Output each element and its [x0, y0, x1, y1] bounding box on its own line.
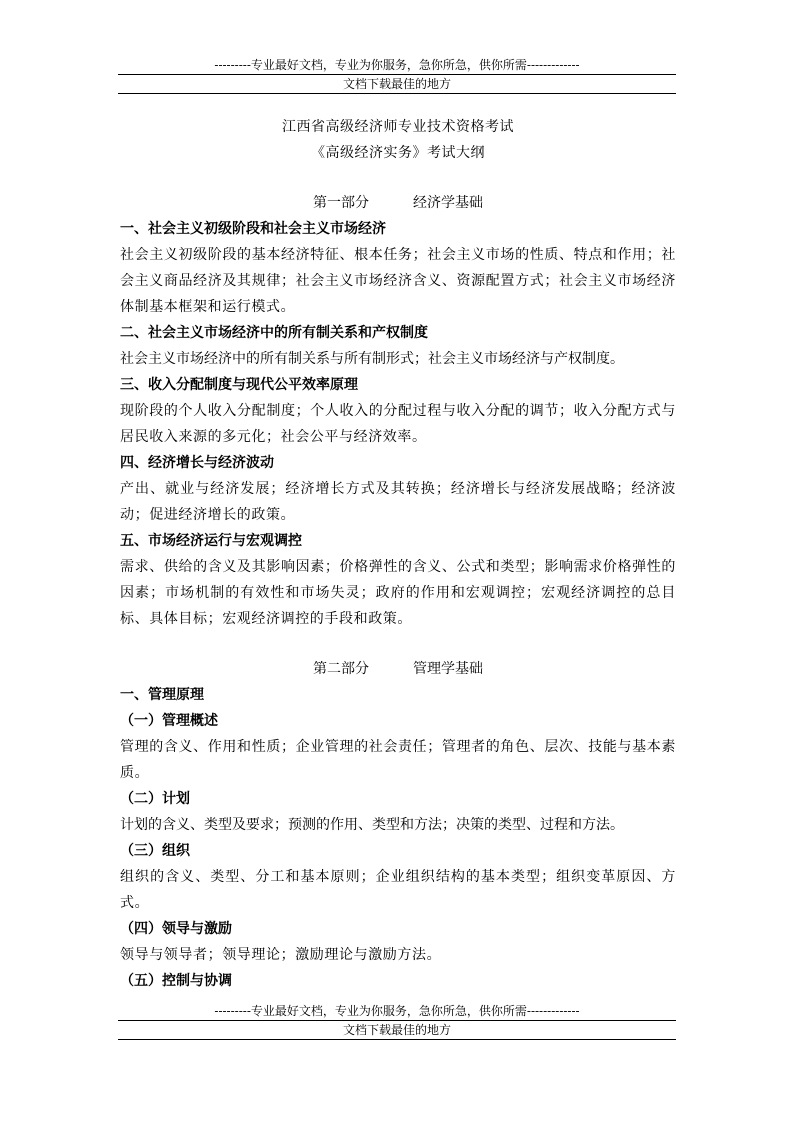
part1-label: 第一部分 [313, 195, 369, 211]
footer-subtitle: 文档下载最佳的地方 [342, 1023, 451, 1037]
document-body [120, 114, 676, 994]
subsection-text: 计划的含义、类型及要求；预测的作用、类型和方法；决策的类型、过程和方法。 [120, 817, 624, 833]
section-heading: 一、社会主义初级阶段和社会主义市场经济 [120, 221, 386, 237]
header-tagline: ---------专业最好文档，专业为你服务，急你所急，供你所需------------- [214, 58, 580, 72]
section-text: 社会主义初级阶段的基本经济特征、根本任务；社会主义市场的性质、特点和作用；社会主义商品经济及其规律；社会主义市场经济含义、资源配置方式；社会主义市场经济体制基本框架和运行模式。 [120, 247, 676, 315]
subsection-heading: （四）领导与激励 [120, 921, 232, 937]
part2-label: 第二部分 [313, 661, 369, 677]
subsection-heading: （三）组织 [120, 843, 190, 859]
section-heading: 一、管理原理 [120, 687, 204, 703]
section-heading: 三、收入分配制度与现代公平效率原理 [120, 377, 358, 393]
section-text: 需求、供给的含义及其影响因素；价格弹性的含义、公式和类型；影响需求价格弹性的因素；市场机制的有效性和市场失灵；政府的作用和宏观调控；宏观经济调控的总目标、具体目标；宏观经济调控的手段和政策。 [120, 559, 676, 627]
subsection-text: 领导与领导者；领导理论；激励理论与激励方法。 [120, 947, 442, 963]
footer-rule-bottom [118, 1039, 676, 1040]
header-subtitle: 文档下载最佳的地方 [342, 77, 451, 91]
spacer [120, 166, 676, 190]
subsection-heading: （一）管理概述 [120, 713, 218, 729]
footer-tagline: ---------专业最好文档，专业为你服务，急你所急，供你所需------------- [214, 1004, 580, 1018]
section-heading: 二、社会主义市场经济中的所有制关系和产权制度 [120, 325, 428, 341]
section-heading: 五、市场经济运行与宏观调控 [120, 533, 302, 549]
subsection-heading: （二）计划 [120, 791, 190, 807]
document-subtitle: 《高级经济实务》考试大纲 [311, 145, 485, 161]
section-text: 社会主义市场经济中的所有制关系与所有制形式；社会主义市场经济与产权制度。 [120, 351, 624, 367]
part2-title [120, 656, 676, 682]
part1-name: 经济学基础 [413, 195, 483, 211]
section-heading: 四、经济增长与经济波动 [120, 455, 274, 471]
header-rule-top [118, 74, 676, 75]
subsection-text: 组织的含义、类型、分工和基本原则；企业组织结构的基本类型；组织变革原因、方式。 [120, 869, 676, 911]
section-text: 产出、就业与经济发展；经济增长方式及其转换；经济增长与经济发展战略；经济波动；促进经济增长的政策。 [120, 481, 676, 523]
subsection-heading: （五）控制与协调 [120, 973, 232, 989]
document-title: 江西省高级经济师专业技术资格考试 [282, 119, 514, 135]
header-rule-bottom [118, 93, 676, 94]
subsection-text: 管理的含义、作用和性质；企业管理的社会责任；管理者的角色、层次、技能与基本素质。 [120, 739, 676, 781]
footer-rule-top [118, 1020, 676, 1021]
section-text: 现阶段的个人收入分配制度；个人收入的分配过程与收入分配的调节；收入分配方式与居民收入来源的多元化；社会公平与经济效率。 [120, 403, 676, 445]
part2-name: 管理学基础 [413, 661, 483, 677]
part1-title [120, 190, 676, 216]
spacer [120, 632, 676, 656]
